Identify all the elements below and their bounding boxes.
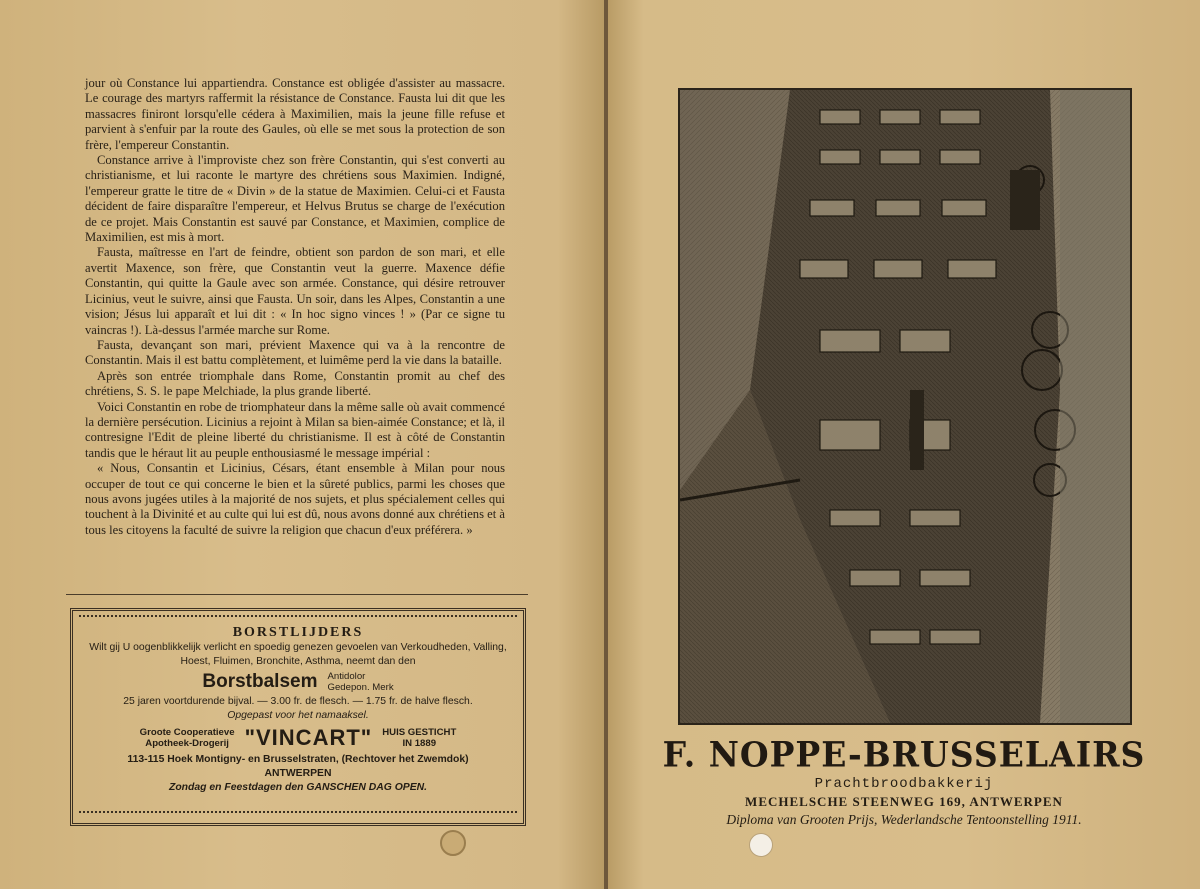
advertisement-borstbalsem [70,608,526,826]
ad-hours: Zondag en Feestdagen den GANSCHEN DAG OPEN. [168,782,428,793]
shop-address: MECHELSCHE STEENWEG 169, ANTWERPEN [745,794,1063,809]
ad-text: Wilt gij U oogenblikkelijk verlicht en spoedig genezen gevoelen van Verkoudheden, Valling, Hoest, Fluimen, Bronchite, Asthma, neemt dan den [89,642,507,667]
brand-name: "VINCART" [244,725,373,750]
paragraph: « Nous, Consantin et Licinius, Césars, étant ensemble à Milan pour nous occuper de tout ce qui concerne le bien et la sûreté publics, parmi les choses que nous avons jugées utiles à la majorité de nos sujets, et plus spécialement celles qui touchent à la Divinité et au culte qui lui est dû, nous avons donné aux chrétiens et à tous les citoyens la faculté de suivre la religion que chacun d'eux préférera. » [85,461,505,537]
bakery-building-photo [678,88,1132,725]
product-name: Borstbalsem [202,671,318,692]
ad-title: BORSTLIJDERS [232,625,364,640]
paragraph: Voici Constantin en robe de triomphateur dans la même salle où avait commencé la dernière persécution. Licinius a rejoint à Milan sa bien-aimée Constance; et là, il contresigne l'Edit de pleine liberté du christianisme. Il est à côté de Constantin tandis que le héraut lit au peuple enthousiasmé le message impérial : [85,399,505,460]
price-line: 25 jaren voortdurende bijval. — 3.00 fr. de flesch. — 1.75 fr. de halve flesch. [123,696,473,707]
founded-line: IN 1889 [402,738,437,749]
founded [382,727,456,749]
shop-type-line: Apotheek-Drogerij [145,738,229,749]
product-row [73,671,523,693]
shop-name: F. NOPPE-BRUSSELAIRS [662,734,1146,775]
shop-type-line: Groote Cooperatieve [139,727,235,738]
paragraph: Fausta, maîtresse en l'art de feindre, obtient son pardon de son mari, et elle avertit Maxence, son frère, que Constantin veut la guerre. Maxence défie Constantin, qui quitte la Gaule avec son armée. Constance, qui désire retrouver Licinius, veut le suivre, ainsi que Fausta. Un soir, dans les Alpes, Constantin a une vision; Jésus lui apparaît et lui dit : « In hoc signo vinces ! » (Par ce signe tu vaincras !). Là-dessus l'armée marche sur Rome. [85,245,505,337]
punch-hole [749,833,773,857]
founded-line: HUIS GESTICHT [382,727,457,738]
ornament-border [79,615,517,623]
punch-hole [440,830,466,856]
product-mark [327,671,393,693]
divider [66,594,528,595]
product-sub: Gedepon. Merk [327,682,394,693]
shop-type [140,727,235,749]
ornament-border [79,811,517,819]
product-sub: Antidolor [327,671,366,682]
paragraph: Après son entrée triomphale dans Rome, Constantin promit au chef des chrétiens, S. S. le pape Melchiade, la plus grande liberté. [85,368,505,399]
paragraph: jour où Constance lui appartiendra. Constance est obligée d'assister au massacre. Le courage des martyrs raffermit la résistance de Constance. Fausta lui dit que les massacres finiront lorsqu'elle cédera à Maximilien, mais la jeune fille refuse et parvient à s'enfuir par la route des Gaules, où elle se met sous la protection de son frère, l'empereur Constantin. [85,76,505,152]
paragraph: Fausta, devançant son mari, prévient Maxence qui va à la rencontre de Constantin. Mais il est battu complètement, et luimême perd la vie dans la bataille. [85,337,505,368]
building-engraving [680,90,1130,723]
shop-row [73,725,523,751]
body-text [85,76,505,538]
ad-address: 113-115 Hoek Montigny- en Brusselstraten, (Rechtover het Zwemdok) [127,754,469,765]
paragraph: Constance arrive à l'improviste chez son frère Constantin, qui s'est converti au christianisme, et lui raconte le martyre des chrétiens sous Maximien. Indigné, l'empereur gratte le titre de « Divin » de la statue de Maximien. Celui-ci et Fausta décident de faire disparaître l'empereur, et Helvus Brutus se charge de l'exécution de ce projet. Mais Constantin est sauvé par Constance, et Maximien, complice de Maximilien, est mis à mort. [85,153,505,245]
ad-city: ANTWERPEN [264,768,332,779]
shop-diploma: Diploma van Grooten Prijs, Wederlandsche Tentoonstelling 1911. [726,812,1082,827]
warning-text: Opgepast voor het namaaksel. [227,710,369,721]
shop-trade: Prachtbroodbakkerij [814,776,994,792]
